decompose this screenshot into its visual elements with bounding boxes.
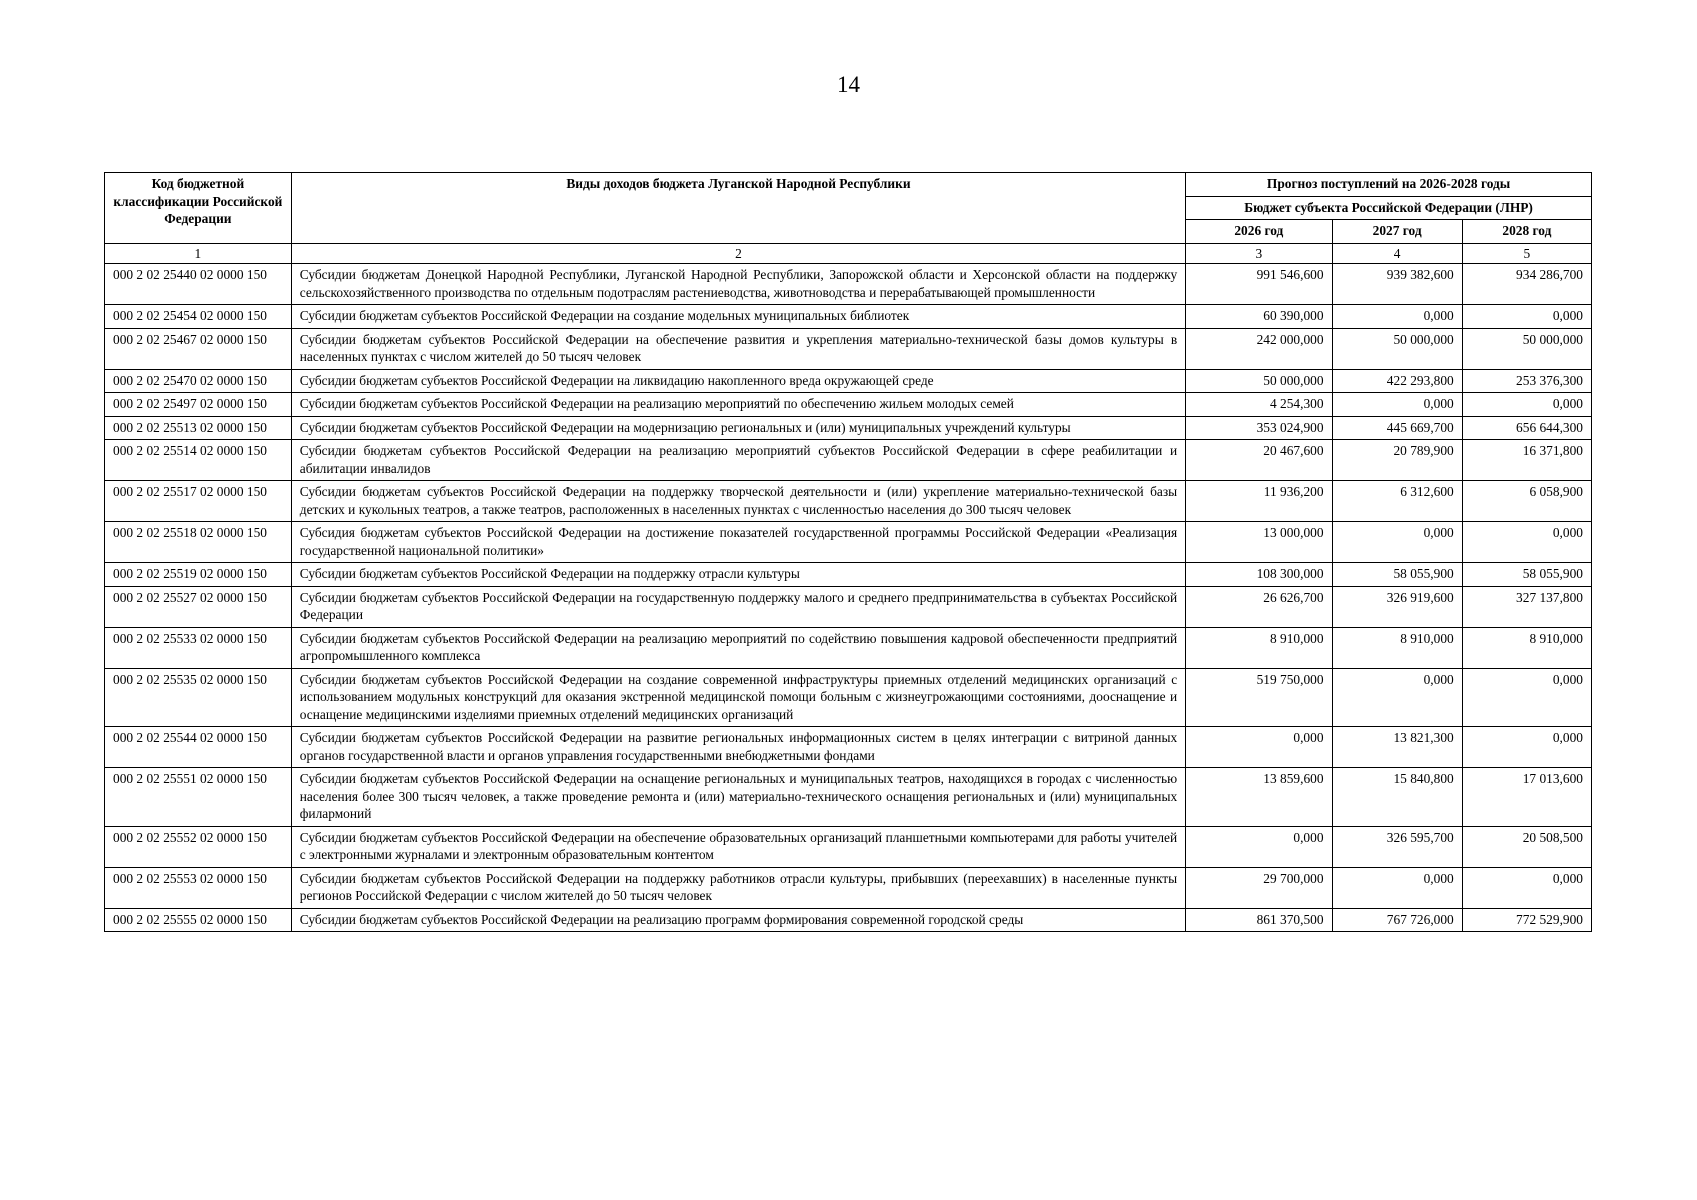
row-value-2027: 20 789,900 bbox=[1332, 440, 1462, 481]
column-number: 2 bbox=[291, 243, 1185, 264]
column-number: 1 bbox=[105, 243, 292, 264]
row-description: Субсидии бюджетам субъектов Российской Федерации на ликвидацию накопленного вреда окружающей среде bbox=[291, 369, 1185, 393]
row-value-2026: 13 000,000 bbox=[1186, 522, 1332, 563]
row-code: 000 2 02 25440 02 0000 150 bbox=[105, 264, 292, 305]
row-value-2027: 422 293,800 bbox=[1332, 369, 1462, 393]
row-code: 000 2 02 25544 02 0000 150 bbox=[105, 727, 292, 768]
row-code: 000 2 02 25470 02 0000 150 bbox=[105, 369, 292, 393]
row-value-2028: 17 013,600 bbox=[1462, 768, 1591, 827]
row-value-2026: 13 859,600 bbox=[1186, 768, 1332, 827]
header-types: Виды доходов бюджета Луганской Народной Республики bbox=[291, 173, 1185, 244]
row-value-2026: 519 750,000 bbox=[1186, 668, 1332, 727]
row-value-2027: 767 726,000 bbox=[1332, 908, 1462, 932]
row-value-2026: 861 370,500 bbox=[1186, 908, 1332, 932]
row-value-2027: 6 312,600 bbox=[1332, 481, 1462, 522]
row-value-2027: 50 000,000 bbox=[1332, 328, 1462, 369]
row-value-2027: 0,000 bbox=[1332, 867, 1462, 908]
row-value-2028: 772 529,900 bbox=[1462, 908, 1591, 932]
table-row bbox=[105, 440, 1592, 481]
row-description: Субсидия бюджетам субъектов Российской Федерации на достижение показателей государственной программы Российской Федерации «Реализация государственной национальной политики» bbox=[291, 522, 1185, 563]
table-row bbox=[105, 768, 1592, 827]
row-value-2026: 50 000,000 bbox=[1186, 369, 1332, 393]
row-value-2026: 60 390,000 bbox=[1186, 305, 1332, 329]
row-code: 000 2 02 25527 02 0000 150 bbox=[105, 586, 292, 627]
row-value-2026: 242 000,000 bbox=[1186, 328, 1332, 369]
row-value-2027: 0,000 bbox=[1332, 522, 1462, 563]
row-value-2026: 26 626,700 bbox=[1186, 586, 1332, 627]
row-description: Субсидии бюджетам субъектов Российской Федерации на модернизацию региональных и (или) муниципальных учреждений культуры bbox=[291, 416, 1185, 440]
table-row bbox=[105, 586, 1592, 627]
revenue-table bbox=[104, 172, 1592, 932]
row-value-2027: 8 910,000 bbox=[1332, 627, 1462, 668]
row-value-2027: 326 595,700 bbox=[1332, 826, 1462, 867]
row-code: 000 2 02 25535 02 0000 150 bbox=[105, 668, 292, 727]
row-description: Субсидии бюджетам субъектов Российской Федерации на реализацию мероприятий по обеспечению жильем молодых семей bbox=[291, 393, 1185, 417]
table-row bbox=[105, 727, 1592, 768]
row-value-2028: 50 000,000 bbox=[1462, 328, 1591, 369]
row-code: 000 2 02 25497 02 0000 150 bbox=[105, 393, 292, 417]
table-row bbox=[105, 369, 1592, 393]
row-value-2026: 29 700,000 bbox=[1186, 867, 1332, 908]
row-code: 000 2 02 25551 02 0000 150 bbox=[105, 768, 292, 827]
row-value-2027: 0,000 bbox=[1332, 668, 1462, 727]
row-code: 000 2 02 25553 02 0000 150 bbox=[105, 867, 292, 908]
row-description: Субсидии бюджетам субъектов Российской Федерации на развитие региональных информационных систем в целях интеграции с витриной данных органов государственной власти и органов управления государственными внебюджетными фондами bbox=[291, 727, 1185, 768]
table-row bbox=[105, 826, 1592, 867]
row-value-2027: 58 055,900 bbox=[1332, 563, 1462, 587]
row-value-2026: 991 546,600 bbox=[1186, 264, 1332, 305]
row-value-2027: 326 919,600 bbox=[1332, 586, 1462, 627]
row-value-2026: 0,000 bbox=[1186, 826, 1332, 867]
table-header bbox=[105, 173, 1592, 244]
table-row bbox=[105, 305, 1592, 329]
row-value-2026: 108 300,000 bbox=[1186, 563, 1332, 587]
row-description: Субсидии бюджетам субъектов Российской Федерации на оснащение региональных и муниципальных театров, находящихся в городах с численностью населения более 300 тысяч человек, а также проведение ремонта и (или) материально-технического оснащения региональных и (или) муниципальных филармоний bbox=[291, 768, 1185, 827]
row-value-2026: 20 467,600 bbox=[1186, 440, 1332, 481]
row-value-2028: 58 055,900 bbox=[1462, 563, 1591, 587]
row-value-2028: 253 376,300 bbox=[1462, 369, 1591, 393]
row-value-2026: 4 254,300 bbox=[1186, 393, 1332, 417]
table-row bbox=[105, 393, 1592, 417]
row-value-2028: 6 058,900 bbox=[1462, 481, 1591, 522]
row-code: 000 2 02 25519 02 0000 150 bbox=[105, 563, 292, 587]
row-value-2028: 16 371,800 bbox=[1462, 440, 1591, 481]
column-number: 4 bbox=[1332, 243, 1462, 264]
row-value-2028: 8 910,000 bbox=[1462, 627, 1591, 668]
row-value-2027: 445 669,700 bbox=[1332, 416, 1462, 440]
row-code: 000 2 02 25467 02 0000 150 bbox=[105, 328, 292, 369]
row-value-2028: 0,000 bbox=[1462, 668, 1591, 727]
row-code: 000 2 02 25517 02 0000 150 bbox=[105, 481, 292, 522]
table-row bbox=[105, 867, 1592, 908]
header-forecast: Прогноз поступлений на 2026-2028 годы bbox=[1186, 173, 1592, 197]
row-description: Субсидии бюджетам Донецкой Народной Республики, Луганской Народной Республики, Запорожской области и Херсонской области на поддержку сельскохозяйственного производства по отдельным подотраслям растениеводства, животноводства и перерабатывающей промышленности bbox=[291, 264, 1185, 305]
row-value-2028: 0,000 bbox=[1462, 522, 1591, 563]
row-description: Субсидии бюджетам субъектов Российской Федерации на поддержку творческой деятельности и (или) укрепление материально-технической базы детских и кукольных театров, а также театров, расположенных в населенных пунктах с численностью населения до 300 тысяч человек bbox=[291, 481, 1185, 522]
row-value-2028: 656 644,300 bbox=[1462, 416, 1591, 440]
row-description: Субсидии бюджетам субъектов Российской Федерации на создание современной инфраструктуры приемных отделений медицинских организаций с использованием модульных конструкций для оказания экстренной медицинской помощи больным с жизнеугрожающими состояниями, дооснащение и оснащение медицинскими изделиями приемных отделений медицинских организаций bbox=[291, 668, 1185, 727]
column-number: 3 bbox=[1186, 243, 1332, 264]
row-value-2026: 353 024,900 bbox=[1186, 416, 1332, 440]
row-description: Субсидии бюджетам субъектов Российской Федерации на реализацию мероприятий субъектов Российской Федерации в сфере реабилитации и абилитации инвалидов bbox=[291, 440, 1185, 481]
row-code: 000 2 02 25514 02 0000 150 bbox=[105, 440, 292, 481]
row-value-2026: 8 910,000 bbox=[1186, 627, 1332, 668]
row-value-2026: 11 936,200 bbox=[1186, 481, 1332, 522]
row-description: Субсидии бюджетам субъектов Российской Федерации на создание модельных муниципальных библиотек bbox=[291, 305, 1185, 329]
row-value-2028: 0,000 bbox=[1462, 867, 1591, 908]
row-value-2027: 0,000 bbox=[1332, 393, 1462, 417]
row-value-2027: 13 821,300 bbox=[1332, 727, 1462, 768]
row-code: 000 2 02 25513 02 0000 150 bbox=[105, 416, 292, 440]
row-description: Субсидии бюджетам субъектов Российской Федерации на обеспечение развития и укрепления материально-технической базы домов культуры в населенных пунктах с числом жителей до 50 тысяч человек bbox=[291, 328, 1185, 369]
row-value-2027: 0,000 bbox=[1332, 305, 1462, 329]
row-value-2026: 0,000 bbox=[1186, 727, 1332, 768]
row-code: 000 2 02 25533 02 0000 150 bbox=[105, 627, 292, 668]
table-row bbox=[105, 627, 1592, 668]
row-code: 000 2 02 25454 02 0000 150 bbox=[105, 305, 292, 329]
column-numbers-row bbox=[105, 243, 1592, 264]
table-row bbox=[105, 416, 1592, 440]
row-description: Субсидии бюджетам субъектов Российской Федерации на обеспечение образовательных организаций планшетными компьютерами для работы учителей с электронными журналами и электронным образовательным контентом bbox=[291, 826, 1185, 867]
table-row bbox=[105, 908, 1592, 932]
header-year-2026: 2026 год bbox=[1186, 220, 1332, 244]
table-row bbox=[105, 522, 1592, 563]
row-value-2028: 934 286,700 bbox=[1462, 264, 1591, 305]
table-row bbox=[105, 481, 1592, 522]
table-row bbox=[105, 264, 1592, 305]
header-year-2027: 2027 год bbox=[1332, 220, 1462, 244]
row-value-2028: 0,000 bbox=[1462, 305, 1591, 329]
row-code: 000 2 02 25555 02 0000 150 bbox=[105, 908, 292, 932]
header-code: Код бюджетной классификации Российской Федерации bbox=[105, 173, 292, 244]
row-value-2028: 0,000 bbox=[1462, 393, 1591, 417]
row-description: Субсидии бюджетам субъектов Российской Федерации на поддержку отрасли культуры bbox=[291, 563, 1185, 587]
table-body bbox=[105, 243, 1592, 932]
table-row bbox=[105, 328, 1592, 369]
row-code: 000 2 02 25552 02 0000 150 bbox=[105, 826, 292, 867]
row-description: Субсидии бюджетам субъектов Российской Федерации на реализацию мероприятий по содействию повышения кадровой обеспеченности предприятий агропромышленного комплекса bbox=[291, 627, 1185, 668]
row-code: 000 2 02 25518 02 0000 150 bbox=[105, 522, 292, 563]
row-value-2028: 0,000 bbox=[1462, 727, 1591, 768]
row-value-2028: 20 508,500 bbox=[1462, 826, 1591, 867]
row-description: Субсидии бюджетам субъектов Российской Федерации на поддержку работников отрасли культуры, прибывших (переехавших) в населенные пункты регионов Российской Федерации с числом жителей до 50 тысяч человек bbox=[291, 867, 1185, 908]
column-number: 5 bbox=[1462, 243, 1591, 264]
table-row bbox=[105, 668, 1592, 727]
row-value-2027: 939 382,600 bbox=[1332, 264, 1462, 305]
header-budget: Бюджет субъекта Российской Федерации (ЛНР) bbox=[1186, 196, 1592, 220]
row-description: Субсидии бюджетам субъектов Российской Федерации на реализацию программ формирования современной городской среды bbox=[291, 908, 1185, 932]
page-number: 14 bbox=[837, 72, 860, 97]
row-value-2027: 15 840,800 bbox=[1332, 768, 1462, 827]
table-row bbox=[105, 563, 1592, 587]
row-description: Субсидии бюджетам субъектов Российской Федерации на государственную поддержку малого и среднего предпринимательства в субъектах Российской Федерации bbox=[291, 586, 1185, 627]
header-year-2028: 2028 год bbox=[1462, 220, 1591, 244]
row-value-2028: 327 137,800 bbox=[1462, 586, 1591, 627]
